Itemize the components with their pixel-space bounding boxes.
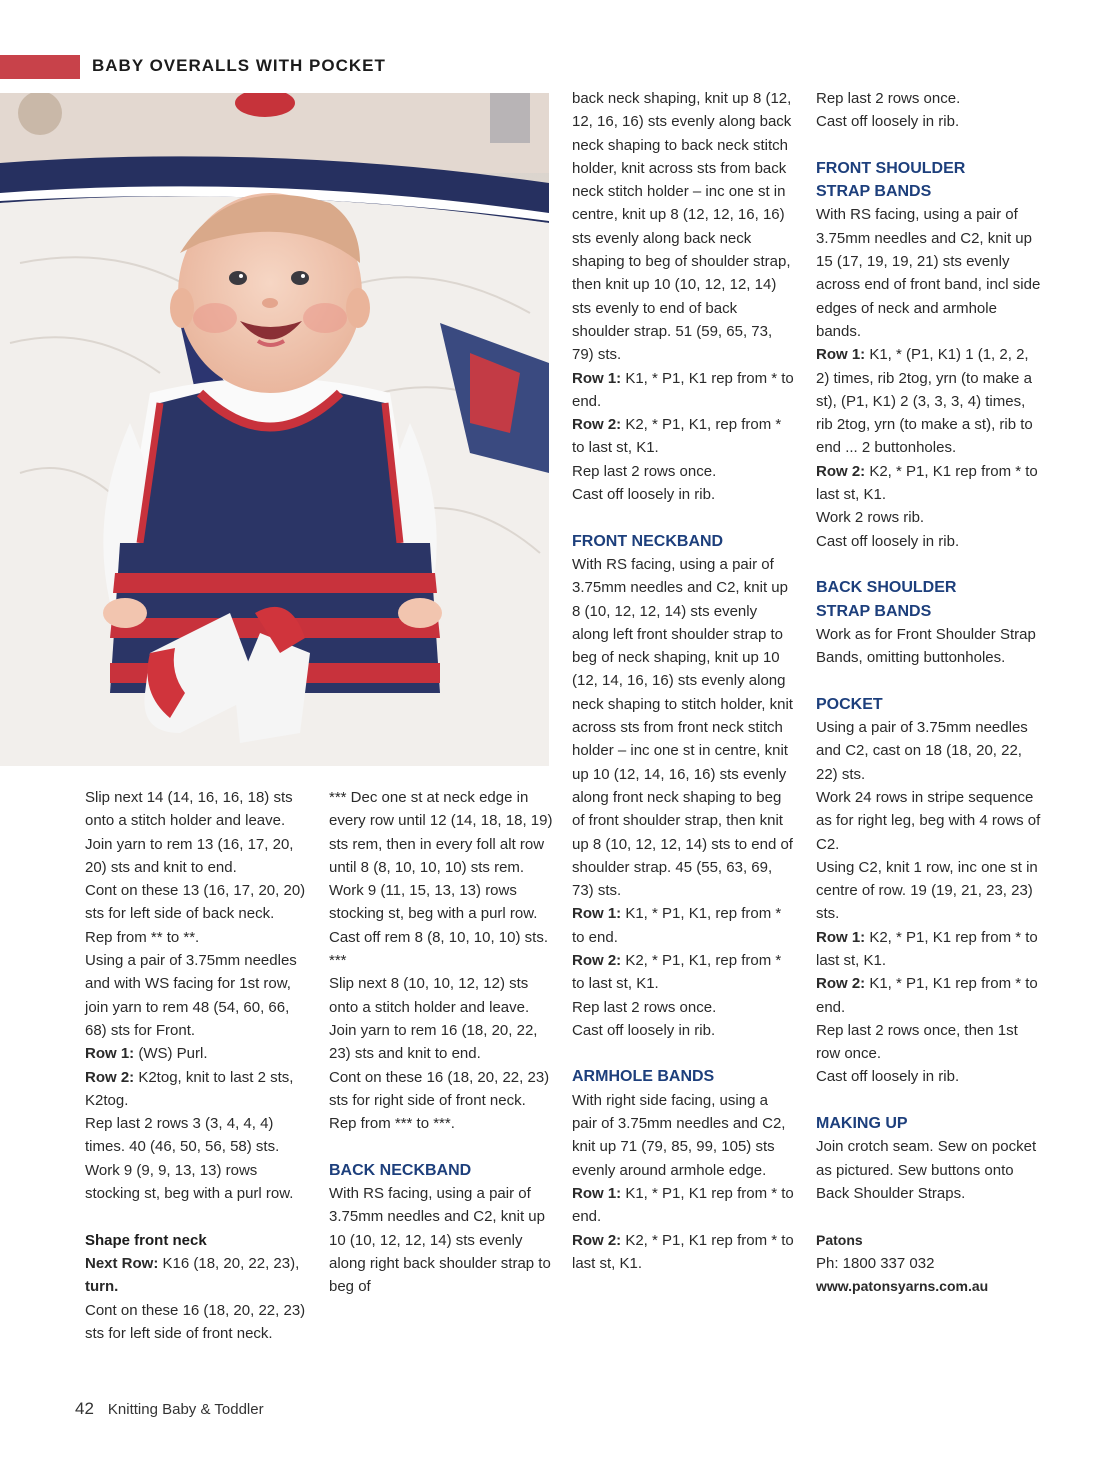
row-instruction — [85, 1066, 310, 1113]
paragraph: Rep last 2 rows 3 (3, 4, 4, 4) times. 40 (46, 50, 56, 58) sts. — [85, 1115, 280, 1156]
row-label: Next Row: — [85, 1254, 159, 1272]
back-neckband-heading: BACK NECKBAND — [329, 1161, 472, 1179]
paragraph: Work 9 (9, 9, 13, 13) rows stocking st, beg with a purl row. — [85, 1161, 294, 1203]
front-neckband-heading: FRONT NECKBAND — [572, 532, 724, 550]
row-instruction — [572, 902, 797, 949]
pocket-heading: POCKET — [816, 695, 883, 713]
row-label: Row 1: — [816, 928, 866, 946]
row-instruction — [85, 1252, 310, 1299]
row-text: K1, * P1, K1, rep from * to end. — [572, 905, 782, 946]
paragraph: Cast off rem 8 (8, 10, 10, 10) sts. *** — [329, 928, 548, 970]
paragraph: With RS facing, using a pair of 3.75mm needles and C2, knit up 15 (17, 19, 19, 21) sts evenly across end of front band, incl side edges of neck and armhole bands. — [816, 206, 1041, 340]
row-instruction — [572, 1182, 797, 1229]
paragraph: With RS facing, using a pair of 3.75mm needles and C2, knit up 8 (10, 12, 12, 14) sts evenly along left front shoulder strap to beg of neck shaping, knit up 10 (12, 14, 16, 16) sts evenly along neck shaping to stitch holder, knit across sts from front neck stitch holder – inc one st in centre, knit up 10 (12, 14, 16, 16) sts evenly along front neck shaping to beg of front shoulder strap, then knit up 8 (10, 12, 12, 14) sts to end of shoulder strap. 45 (55, 63, 69, 73) sts. — [572, 555, 793, 900]
row-instruction — [816, 926, 1041, 973]
heading-line: STRAP BANDS — [816, 602, 932, 620]
heading-line: STRAP BANDS — [816, 183, 932, 201]
paragraph: Work as for Front Shoulder Strap Bands, omitting buttonholes. — [816, 625, 1036, 667]
paragraph: Cont on these 16 (18, 20, 22, 23) sts for right side of front neck. — [329, 1068, 550, 1109]
column-2 — [329, 786, 554, 1299]
page-footer — [75, 1399, 264, 1419]
row-text: K2, * P1, K1 rep from * to last st, K1. — [816, 462, 1038, 504]
row-label: Row 1: — [572, 1184, 622, 1202]
armhole-bands-heading: ARMHOLE BANDS — [572, 1068, 715, 1086]
row-label: Row 1: — [816, 346, 866, 364]
row-label: Row 2: — [85, 1068, 135, 1086]
header-accent-bar — [0, 55, 80, 79]
paragraph: Slip next 8 (10, 10, 12, 12) sts onto a stitch holder and leave. Join yarn to rem 16 (18, 20, 22, 23) sts and knit to end. — [329, 975, 538, 1063]
row-text: K2tog, knit to last 2 sts, K2tog. — [85, 1068, 294, 1109]
heading-line: BACK SHOULDER — [816, 579, 957, 597]
publication-name: Knitting Baby & Toddler — [107, 1401, 264, 1418]
front-shoulder-strap-heading — [816, 157, 1041, 204]
paragraph: Cast off loosely in rib. — [572, 486, 716, 504]
baby-overalls-photo — [0, 93, 549, 766]
shape-front-neck-heading: Shape front neck — [85, 1231, 207, 1249]
column-3 — [572, 87, 797, 1275]
paragraph: back neck shaping, knit up 8 (12, 12, 16, 16) sts evenly along back neck shaping to back neck stitch holder, knit across sts from back neck stitch holder – inc one st in centre, knit up 8 (12, 12, 16, 16) sts evenly along back neck shaping to beg of shoulder strap, then knit up 10 (10, 12, 12, 14) sts evenly to end of back shoulder strap. 51 (59, 65, 73, 79) sts. — [572, 90, 792, 364]
paragraph: Using a pair of 3.75mm needles and with WS facing for 1st row, join yarn to rem 48 (54, 60, 66, 68) sts for Front. — [85, 952, 297, 1039]
paragraph: Cont on these 13 (16, 17, 20, 20) sts for left side of back neck. — [85, 882, 306, 923]
turn-label: turn. — [85, 1278, 119, 1296]
paragraph: Cast off loosely in rib. — [816, 1068, 960, 1086]
paragraph: Rep last 2 rows once. — [572, 462, 717, 480]
row-instruction — [85, 1042, 310, 1065]
paragraph: Slip next 14 (14, 16, 16, 18) sts onto a stitch holder and leave. Join yarn to rem 13 (16, 17, 20, 20) sts and knit to end. — [85, 789, 294, 876]
back-shoulder-strap-heading — [816, 576, 1041, 623]
row-text: K16 (18, 20, 22, 23), — [158, 1254, 300, 1272]
paragraph: Work 2 rows rib. — [816, 509, 925, 527]
paragraph: Rep last 2 rows once. — [816, 90, 961, 107]
row-label: Row 1: — [572, 369, 622, 387]
website-link[interactable]: www.patonsyarns.com.au — [816, 1278, 989, 1295]
column-4 — [816, 87, 1041, 1298]
paragraph: Using a pair of 3.75mm needles and C2, cast on 18 (18, 20, 22, 22) sts. — [816, 719, 1028, 783]
row-label: Row 2: — [572, 951, 622, 969]
paragraph: Rep from *** to ***. — [329, 1115, 455, 1133]
making-up-heading: MAKING UP — [816, 1115, 908, 1133]
row-label: Row 2: — [816, 975, 866, 993]
paragraph: Cast off loosely in rib. — [816, 532, 960, 550]
row-text: K2, * P1, K1 rep from * to last st, K1. — [816, 928, 1038, 969]
paragraph: With right side facing, using a pair of 3.75mm needles and C2, knit up 71 (79, 85, 99, 105) sts evenly around armhole edge. — [572, 1091, 786, 1179]
paragraph: With RS facing, using a pair of 3.75mm needles and C2, knit up 10 (10, 12, 12, 14) sts evenly along right back shoulder strap to beg of — [329, 1185, 551, 1296]
row-label: Row 1: — [572, 905, 622, 923]
row-text: K2, * P1, K1, rep from * to last st, K1. — [572, 951, 782, 993]
paragraph: Cast off loosely in rib. — [572, 1021, 716, 1039]
row-instruction — [572, 949, 797, 996]
heading-line: FRONT SHOULDER — [816, 159, 966, 177]
paragraph: Work 24 rows in stripe sequence as for right leg, beg with 4 rows of C2. — [816, 788, 1041, 853]
paragraph: Work 9 (11, 15, 13, 13) rows stocking st, beg with a purl row. — [329, 882, 538, 923]
column-1 — [85, 786, 310, 1345]
row-text: (WS) Purl. — [134, 1045, 208, 1063]
paragraph: *** Dec one st at neck edge in every row until 12 (14, 18, 18, 19) sts rem, then in every foll alt row until 8 (8, 10, 10, 10) sts rem. — [329, 789, 553, 876]
row-text: K1, * P1, K1 rep from * to end. — [572, 369, 794, 410]
row-text: K1, * P1, K1 rep from * to end. — [816, 975, 1038, 1016]
row-text: K1, * (P1, K1) 1 (1, 2, 2, 2) times, rib 2tog, yrn (to make a st), (P1, K1) 2 (3, 3, 3, 4) times, rib 2tog, yrn (to make a st), rib to end ... 2 buttonholes. — [816, 346, 1033, 457]
row-instruction — [816, 343, 1041, 459]
page-title: BABY OVERALLS WITH POCKET — [92, 56, 386, 75]
row-label: Row 1: — [85, 1045, 135, 1063]
row-text: K1, * P1, K1 rep from * to end. — [572, 1184, 794, 1226]
phone-number: Ph: 1800 337 032 — [816, 1254, 935, 1272]
row-label: Row 2: — [572, 1231, 622, 1249]
row-label: Row 2: — [816, 462, 866, 480]
row-instruction — [572, 367, 797, 414]
paragraph: Cast off loosely in rib. — [816, 113, 960, 131]
page-number: 42 — [75, 1399, 94, 1418]
row-text: K2, * P1, K1, rep from * to last st, K1. — [572, 416, 782, 457]
row-text: K2, * P1, K1 rep from * to last st, K1. — [572, 1231, 794, 1272]
paragraph: Rep last 2 rows once. — [572, 998, 717, 1016]
paragraph: Cont on these 16 (18, 20, 22, 23) sts for left side of front neck. — [85, 1301, 306, 1342]
paragraph: Rep from ** to **. — [85, 928, 200, 946]
photo-illustration — [0, 93, 549, 766]
brand-name: Patons — [816, 1231, 863, 1248]
paragraph: Using C2, knit 1 row, inc one st in centre of row. 19 (19, 21, 23, 23) sts. — [816, 858, 1038, 923]
row-label: Row 2: — [572, 416, 622, 434]
row-instruction — [572, 413, 797, 460]
row-instruction — [816, 972, 1041, 1019]
paragraph: Join crotch seam. Sew on pocket as pictured. Sew buttons onto Back Shoulder Straps. — [816, 1138, 1037, 1202]
paragraph: Rep last 2 rows once, then 1st row once. — [816, 1021, 1018, 1063]
row-instruction — [816, 460, 1041, 507]
row-instruction — [572, 1229, 797, 1276]
